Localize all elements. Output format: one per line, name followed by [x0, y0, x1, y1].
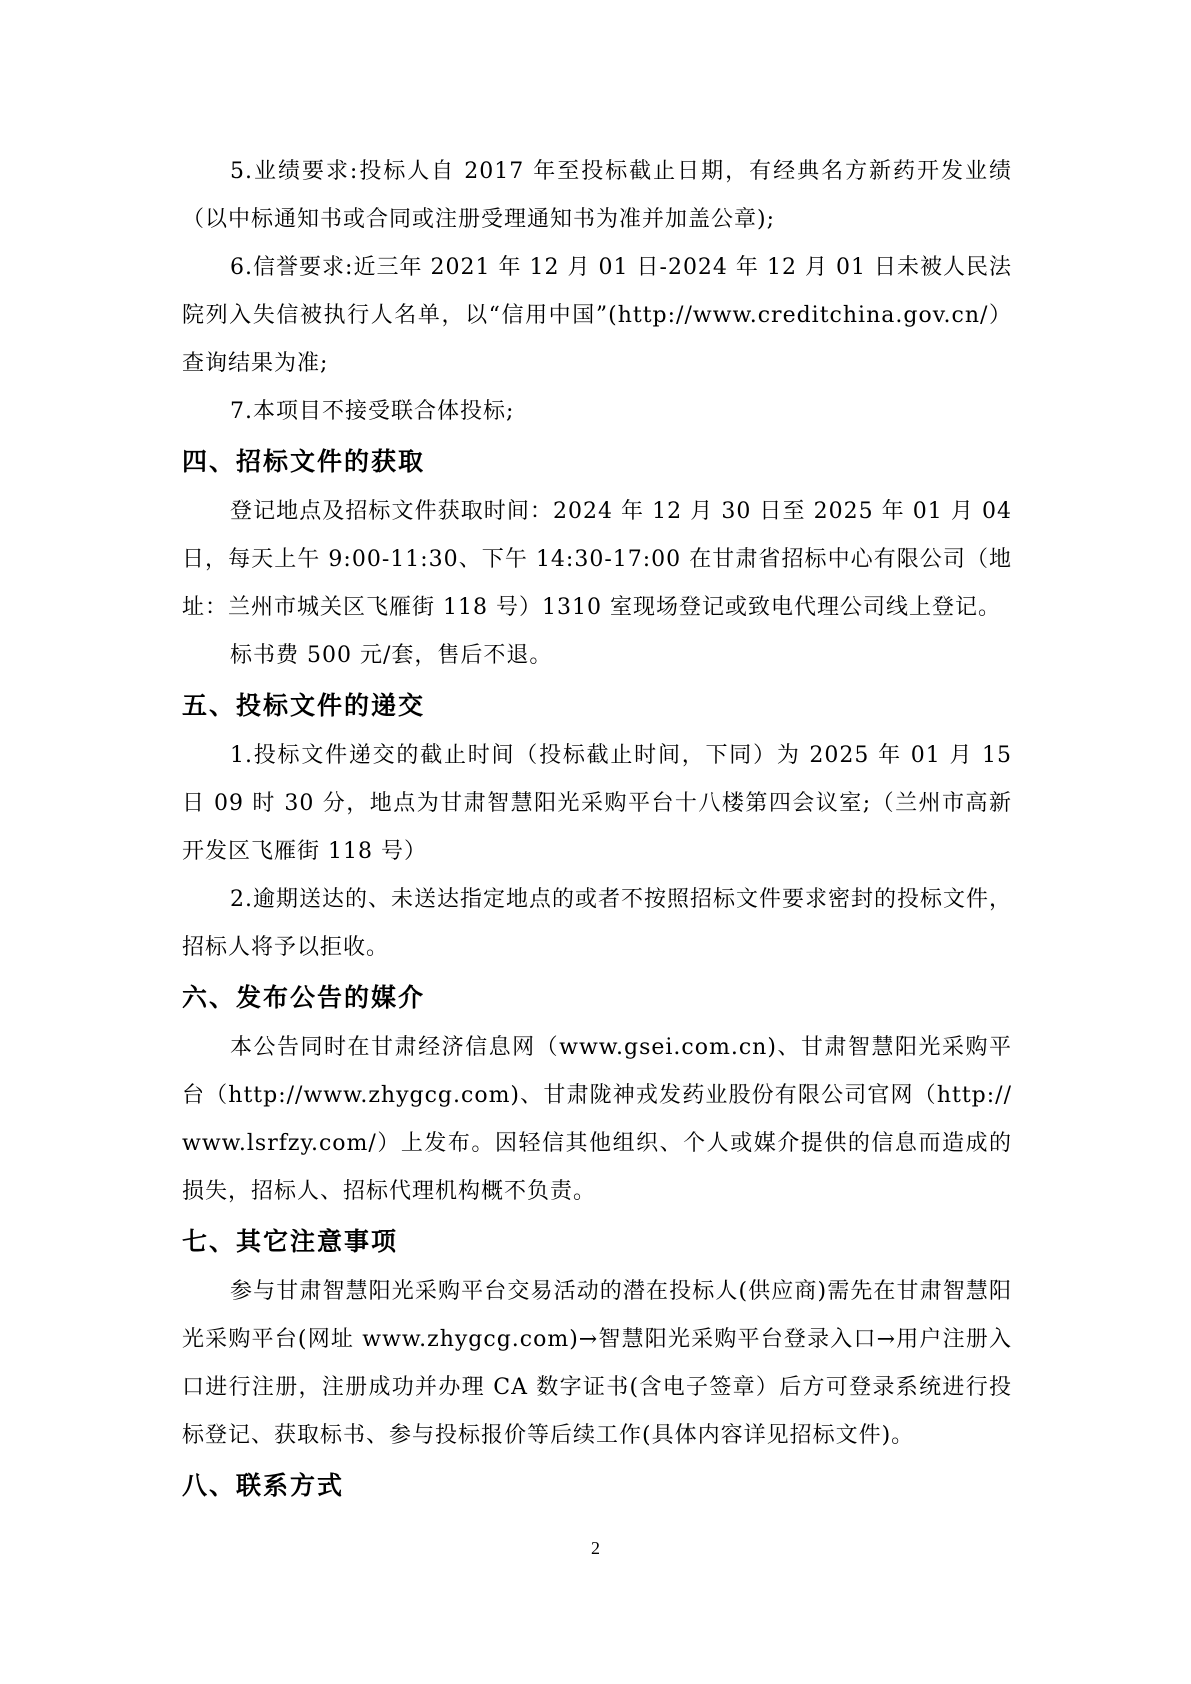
section-heading-other-notes: 七、其它注意事项: [182, 1227, 399, 1256]
section-heading-media: 六、发布公告的媒介: [182, 983, 426, 1012]
section-heading-contact: 八、联系方式: [182, 1471, 345, 1500]
document-fee: 标书费 500 元/套，售后不退。: [230, 643, 553, 668]
section-heading-bid-submission: 五、投标文件的递交: [182, 691, 426, 720]
page-number: 2: [591, 1538, 600, 1558]
obtain-documents-time: 登记地点及招标文件获取时间：2024 年 12 月 30 日至 2025 年 01 月 04 日，每天上午 9:00-11:30、下午 14:30-17:00 在甘肃省招标中心有限公司（地址：兰州市城关区飞雁街 118 号）1310 室现场登记或致电代理公司线上登记。: [182, 499, 1012, 620]
bid-rejection: 2.逾期送达的、未送达指定地点的或者不按照招标文件要求密封的投标文件，招标人将予以拒收。: [182, 887, 1012, 960]
other-notes-text: 参与甘肃智慧阳光采购平台交易活动的潜在投标人(供应商)需先在甘肃智慧阳光采购平台(网址 www.zhygcg.com)→智慧阳光采购平台登录入口→用户注册入口进行注册，注册成功并办理 CA 数字证书(含电子签章）后方可登录系统进行投标登记、获取标书、参与投标报价等后续工作(具体内容详见招标文件)。: [182, 1279, 1012, 1448]
section-heading-obtain-documents: 四、招标文件的获取: [182, 447, 426, 476]
requirement-credit: 6.信誉要求:近三年 2021 年 12 月 01 日-2024 年 12 月 01 日未被人民法院列入失信被执行人名单，以“信用中国”(http://www.creditchina.gov.cn/）查询结果为准;: [182, 255, 1012, 376]
requirement-no-consortium: 7.本项目不接受联合体投标;: [230, 399, 515, 424]
bid-deadline: 1.投标文件递交的截止时间（投标截止时间，下同）为 2025 年 01 月 15 日 09 时 30 分，地点为甘肃智慧阳光采购平台十八楼第四会议室;（兰州市高新开发区飞雁街 118 号）: [182, 743, 1012, 864]
page-content: [182, 148, 1012, 1512]
media-announcement: 本公告同时在甘肃经济信息网（www.gsei.com.cn)、甘肃智慧阳光采购平台（http://www.zhygcg.com)、甘肃陇神戎发药业股份有限公司官网（http://www.lsrfzy.com/）上发布。因轻信其他组织、个人或媒介提供的信息而造成的损失，招标人、招标代理机构概不负责。: [182, 1035, 1012, 1204]
requirement-performance: 5.业绩要求:投标人自 2017 年至投标截止日期，有经典名方新药开发业绩（以中标通知书或合同或注册受理通知书为准并加盖公章);: [182, 159, 1012, 232]
